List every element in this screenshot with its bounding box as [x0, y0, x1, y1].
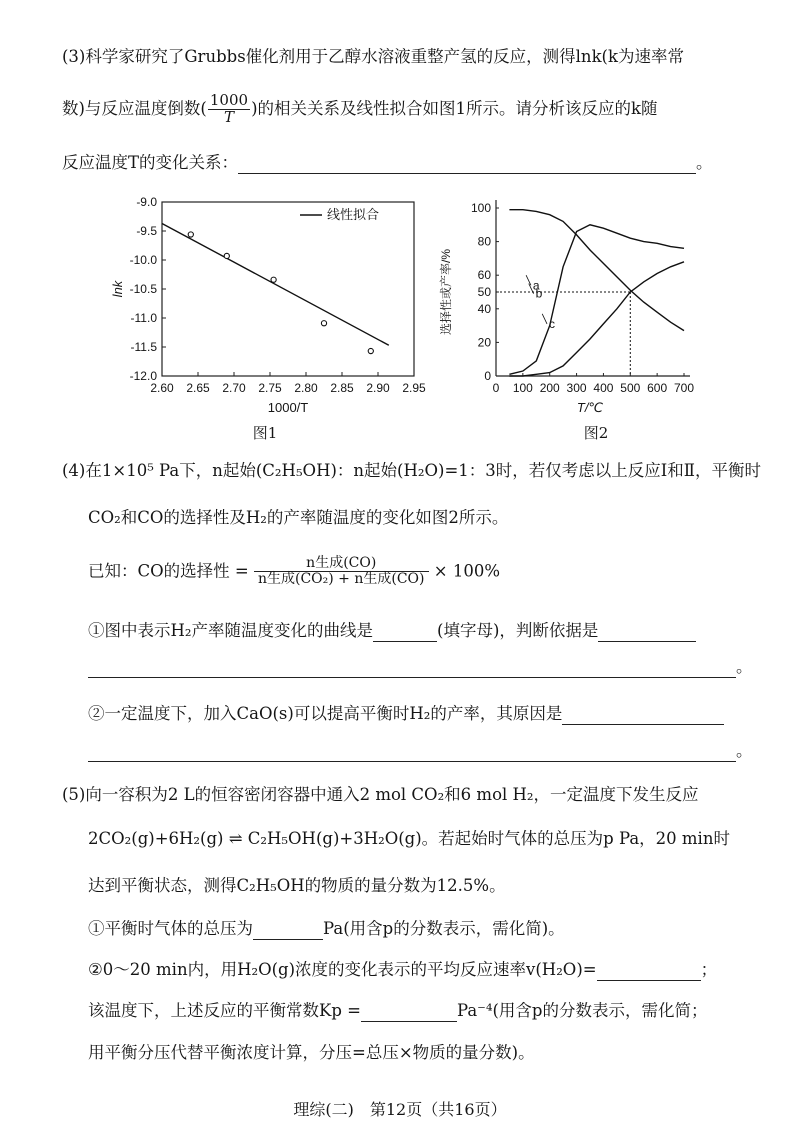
figure-1-caption: 图1	[252, 424, 278, 442]
x-tick-label: 2.70	[222, 381, 246, 395]
y-tick-label: 80	[477, 234, 491, 249]
answer-blank-curve[interactable]	[373, 623, 437, 642]
x-tick-label: 2.60	[150, 381, 174, 395]
selectivity-numerator: n生成(CO)	[254, 556, 429, 572]
q4-line2: CO₂和CO的选择性及H₂的产率随温度的变化如图2所示。	[88, 508, 509, 527]
q4-sub2-cont	[88, 740, 753, 762]
y-tick-label: -9.0	[136, 195, 157, 209]
x-tick-label: 600	[647, 381, 668, 395]
answer-blank-basis-cont[interactable]	[88, 659, 736, 678]
q5-last: 用平衡分压代替平衡浓度计算，分压=总压×物质的量分数)。	[88, 1043, 535, 1062]
q5-sub1-pre: ①平衡时气体的总压为	[88, 919, 253, 938]
x-tick-label: 2.90	[366, 381, 390, 395]
series-label-a: a	[532, 278, 540, 293]
y-tick-label: -12.0	[129, 369, 157, 383]
q4-sub1-text: ①图中表示H₂产率随温度变化的曲线是	[88, 621, 374, 640]
x-tick-label: 2.80	[294, 381, 318, 395]
figure-2-caption: 图2	[583, 424, 609, 442]
q4-sub2	[88, 703, 724, 725]
x-axis-label: 1000/T	[267, 400, 309, 415]
fraction-1000-over-T	[208, 93, 250, 126]
y-axis-label: lnk	[110, 280, 125, 298]
answer-blank-q3[interactable]	[238, 155, 696, 174]
data-point	[321, 321, 326, 326]
y-tick-label: -10.0	[129, 253, 157, 267]
q5-line2: 2CO₂(g)+6H₂(g) ⇌ C₂H₅OH(g)+3H₂O(g)。若起始时气体的总压为p Pa，20 min时	[88, 829, 730, 848]
frac-denominator: T	[223, 107, 234, 126]
q4-line1: (4)在1×10⁵ Pa下，n起始(C₂H₅OH)：n起始(H₂O)=1：3时，若仅考虑以上反应Ⅰ和Ⅱ，平衡时	[62, 461, 761, 480]
q3-line1: (3)科学家研究了Grubbs催化剂用于乙醇水溶液重整产氢的反应，测得lnk(k为速率常	[62, 47, 684, 66]
data-point	[224, 253, 229, 258]
known-pre: 已知：CO的选择性 =	[88, 561, 249, 581]
series-leader-c	[542, 314, 547, 324]
q3-line2-post: )的相关关系及线性拟合如图1所示。请分析该反应的k随	[251, 98, 658, 118]
q3-line3	[62, 152, 713, 174]
data-point	[368, 348, 373, 353]
q3-line3-pre: 反应温度T的变化关系：	[62, 153, 239, 172]
q4-sub2-text: ②一定温度下，加入CaO(s)可以提高平衡时H₂的产率，其原因是	[88, 704, 563, 723]
q5-kp	[88, 1000, 708, 1022]
x-tick-label: 0	[492, 381, 500, 395]
x-axis-label: T/℃	[576, 400, 604, 415]
answer-blank-kp[interactable]	[361, 1003, 457, 1022]
answer-blank-cao-cont[interactable]	[88, 743, 736, 762]
y-tick-label: 50	[477, 285, 491, 299]
y-tick-label: 0	[484, 369, 491, 383]
x-tick-label: 2.65	[186, 381, 210, 395]
q5-sub1	[88, 918, 565, 940]
q4-sub1-mid: (填字母)，判断依据是	[437, 621, 599, 640]
q5-kp-post: Pa⁻⁴(用含p的分数表示，需化简；	[456, 1001, 708, 1020]
x-tick-label: 500	[620, 381, 641, 395]
y-tick-label: -11.5	[130, 340, 157, 354]
answer-blank-pressure[interactable]	[253, 921, 323, 940]
y-tick-label: 40	[477, 301, 491, 316]
end-mark: 。	[696, 153, 713, 172]
frac-numerator: 1000	[209, 91, 249, 109]
y-tick-label: 100	[470, 201, 491, 215]
answer-blank-basis[interactable]	[598, 623, 696, 642]
q5-sub2	[88, 959, 717, 981]
answer-blank-rate[interactable]	[597, 962, 701, 981]
q5-sub2-pre: ②0～20 min内，用H₂O(g)浓度的变化表示的平均反应速率v(H₂O)=	[88, 960, 597, 979]
q3-line2-pre: 数)与反应温度倒数(	[62, 98, 207, 118]
series-label-b: b	[535, 286, 543, 301]
q5-sub1-post: Pa(用含p的分数表示，需化简)。	[323, 919, 565, 938]
q5-sub2-post: ；	[700, 960, 718, 979]
legend-label: 线性拟合	[327, 207, 380, 222]
data-point	[271, 277, 276, 282]
y-tick-label: -11.0	[130, 311, 157, 325]
figure-1-lnk-chart	[100, 188, 430, 438]
page-footer: 理综(二) 第12页（共16页）	[293, 1100, 507, 1119]
selectivity-denominator: n生成(CO₂) + n生成(CO)	[257, 571, 425, 588]
x-tick-label: 700	[673, 381, 695, 395]
x-tick-label: 300	[566, 381, 587, 395]
end-mark: 。	[736, 741, 753, 760]
x-tick-label: 2.75	[258, 381, 282, 395]
end-mark: 。	[736, 657, 753, 676]
q4-sub1-cont	[88, 656, 753, 678]
q5-kp-pre: 该温度下，上述反应的平衡常数Kp =	[88, 1001, 361, 1020]
q3-line2	[62, 93, 658, 126]
y-tick-label: -10.5	[129, 282, 157, 296]
fit-line	[162, 223, 389, 345]
x-tick-label: 2.85	[330, 381, 354, 395]
q4-sub1	[88, 620, 696, 642]
q5-line1: (5)向一容积为2 L的恒容密闭容器中通入2 mol CO₂和6 mol H₂，一定温度下发生反应	[62, 785, 699, 804]
q5-line3: 达到平衡状态，测得C₂H₅OH的物质的量分数为12.5%。	[88, 876, 506, 895]
x-tick-label: 2.95	[402, 381, 426, 395]
x-tick-label: 400	[593, 381, 614, 395]
selectivity-fraction	[254, 556, 429, 588]
series-label-c: c	[549, 316, 556, 331]
series-line-a	[509, 210, 684, 331]
y-tick-label: 20	[477, 335, 491, 350]
known-post: × 100%	[433, 561, 500, 581]
answer-blank-cao[interactable]	[562, 706, 724, 725]
figure-2-selectivity-chart	[438, 188, 718, 438]
x-tick-label: 200	[539, 381, 560, 395]
x-tick-label: 100	[512, 381, 533, 395]
plot-frame	[162, 202, 414, 376]
y-tick-label: -9.5	[136, 224, 157, 238]
y-tick-label: 60	[477, 268, 491, 283]
data-point	[188, 232, 193, 237]
q4-known-formula	[88, 556, 500, 588]
y-axis-label: 选择性或产率/%	[439, 248, 453, 336]
